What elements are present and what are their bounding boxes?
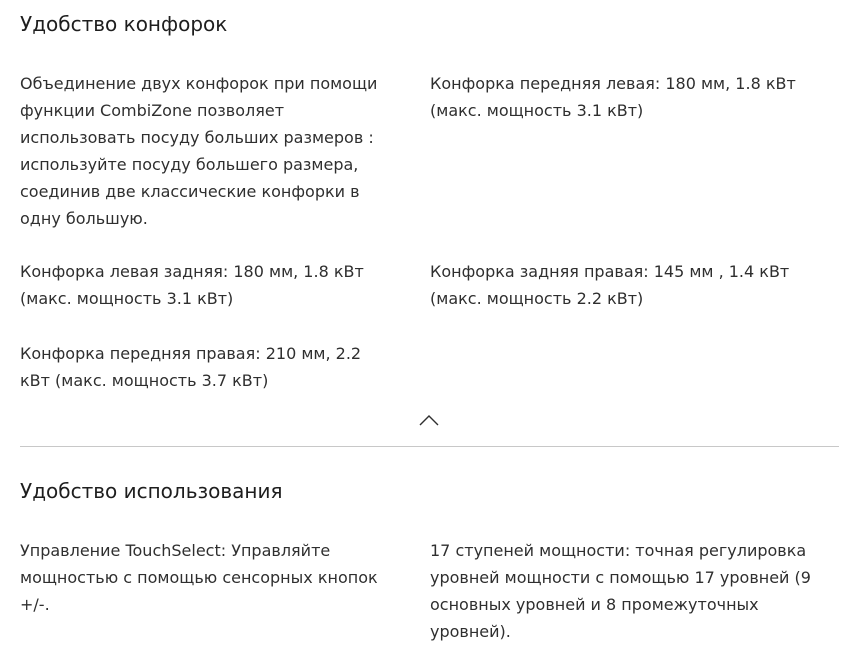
burners-section-title: Удобство конфорок <box>20 12 228 36</box>
feature-front-right-burner: Конфорка передняя правая: 210 мм, 2.2 кВт (макс. мощность 3.7 кВт) <box>20 344 362 390</box>
collapse-toggle-button[interactable] <box>417 413 441 429</box>
burners-section <box>20 0 839 447</box>
feature-front-left-burner: Конфорка передняя левая: 180 мм, 1.8 кВт (макс. мощность 3.1 кВт) <box>430 74 796 120</box>
usability-section <box>20 447 839 665</box>
feature-power-levels: 17 ступеней мощности: точная регулировка уровней мощности с помощью 17 уровней (9 основных уровней и 8 промежуточных уровней). <box>430 541 811 641</box>
feature-rear-left-burner: Конфорка левая задняя: 180 мм, 1.8 кВт (макс. мощность 3.1 кВт) <box>20 262 364 308</box>
feature-rear-right-burner: Конфорка задняя правая: 145 мм , 1.4 кВт (макс. мощность 2.2 кВт) <box>430 262 790 308</box>
usability-section-title: Удобство использования <box>20 479 283 503</box>
chevron-up-icon <box>417 413 441 429</box>
feature-combizone: Объединение двух конфорок при помощи функции CombiZone позволяет использовать посуду больших размеров : используйте посуду большего размера, соединив две классические конфорки в одну большую. <box>20 74 378 228</box>
feature-touchselect: Управление TouchSelect: Управляйте мощностью с помощью сенсорных кнопок +/-. <box>20 541 378 614</box>
